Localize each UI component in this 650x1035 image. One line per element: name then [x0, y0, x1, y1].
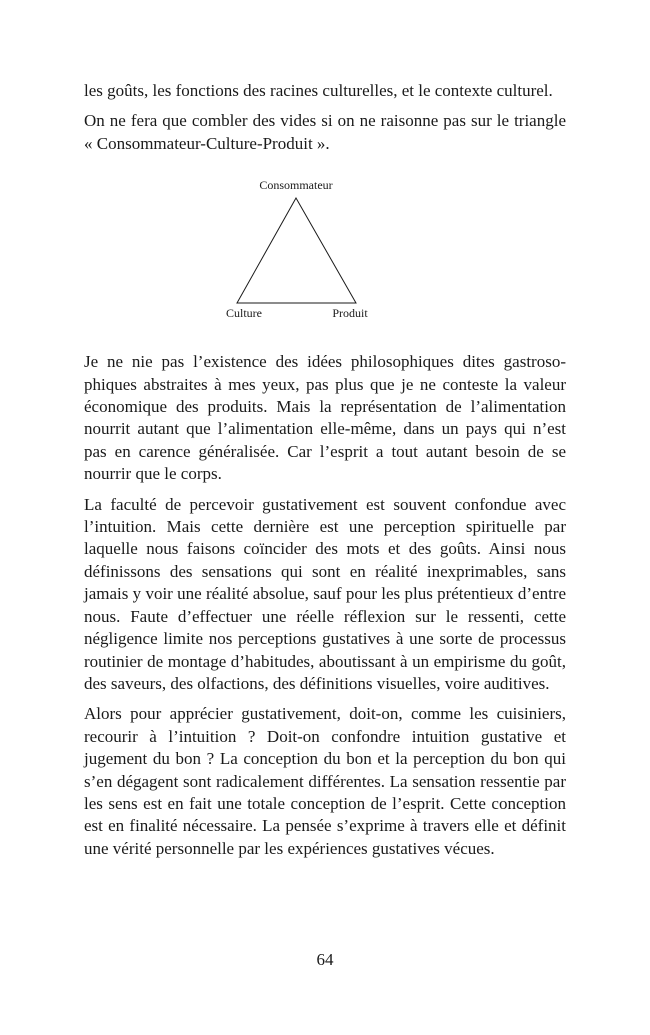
- paragraph-4: La faculté de percevoir gustativement est souvent confondue avec l’intuition. Mais cette dernière est une perception spirituelle par laquelle nous faisons coïncider des mots et des goûts. Ainsi nous définissons des sensations qui sont en réalité inexprimables, sans jamais y voir une réalité absolue, sauf pour les plus prétentieux d’entre nous. Faute d’effectuer une réelle réflexion sur le ressenti, cette négligence limite nos perceptions gustatives à une sorte de processus routinier de montage d’habitudes, aboutissant à un empirisme du goût, des saveurs, des olfactions, des définitions visuelles, voire auditives.: [84, 494, 566, 693]
- page-content: [84, 80, 566, 868]
- label-consommateur: Consommateur: [259, 178, 333, 193]
- page-number: 64: [316, 950, 334, 969]
- paragraph-2: On ne fera que combler des vides si on ne raisonne pas sur le triangle « Consommateur-Culture-Produit ».: [84, 111, 566, 153]
- paragraph-5: Alors pour apprécier gustativement, doit-on, comme les cuisiniers, recourir à l’intuition ? Doit-on confondre intuition gustative et jugement du bon ? La conception du bon et la perception du bon qui s’en dégagent sont radicalement différentes. La sensation ressentie par les sens est en fait une totale conception de l’esprit. Cette conception est en finalité nécessaire. La pensée s’exprime à travers elle et définit une vérité personnelle par les expériences gustatives vécues.: [84, 704, 566, 858]
- triangle-svg: [84, 171, 566, 331]
- triangle-diagram: [84, 171, 566, 331]
- triangle-shape: [237, 198, 356, 303]
- label-culture: Culture: [226, 306, 262, 321]
- paragraph-3: Je ne nie pas l’existence des idées philosophiques dites gastrosophiques abstraites à mes yeux, pas plus que je ne conteste la valeur économique des produits. Mais la représentation de l’alimentation nourrit autant que l’alimentation elle-même, dans un pays qui n’est pas en carence généralisée. Car l’esprit a tout autant besoin de se nourrir que le corps.: [84, 352, 566, 484]
- paragraph-1: les goûts, les fonctions des racines culturelles, et le contexte culturel.: [84, 81, 553, 100]
- label-produit: Produit: [332, 306, 368, 321]
